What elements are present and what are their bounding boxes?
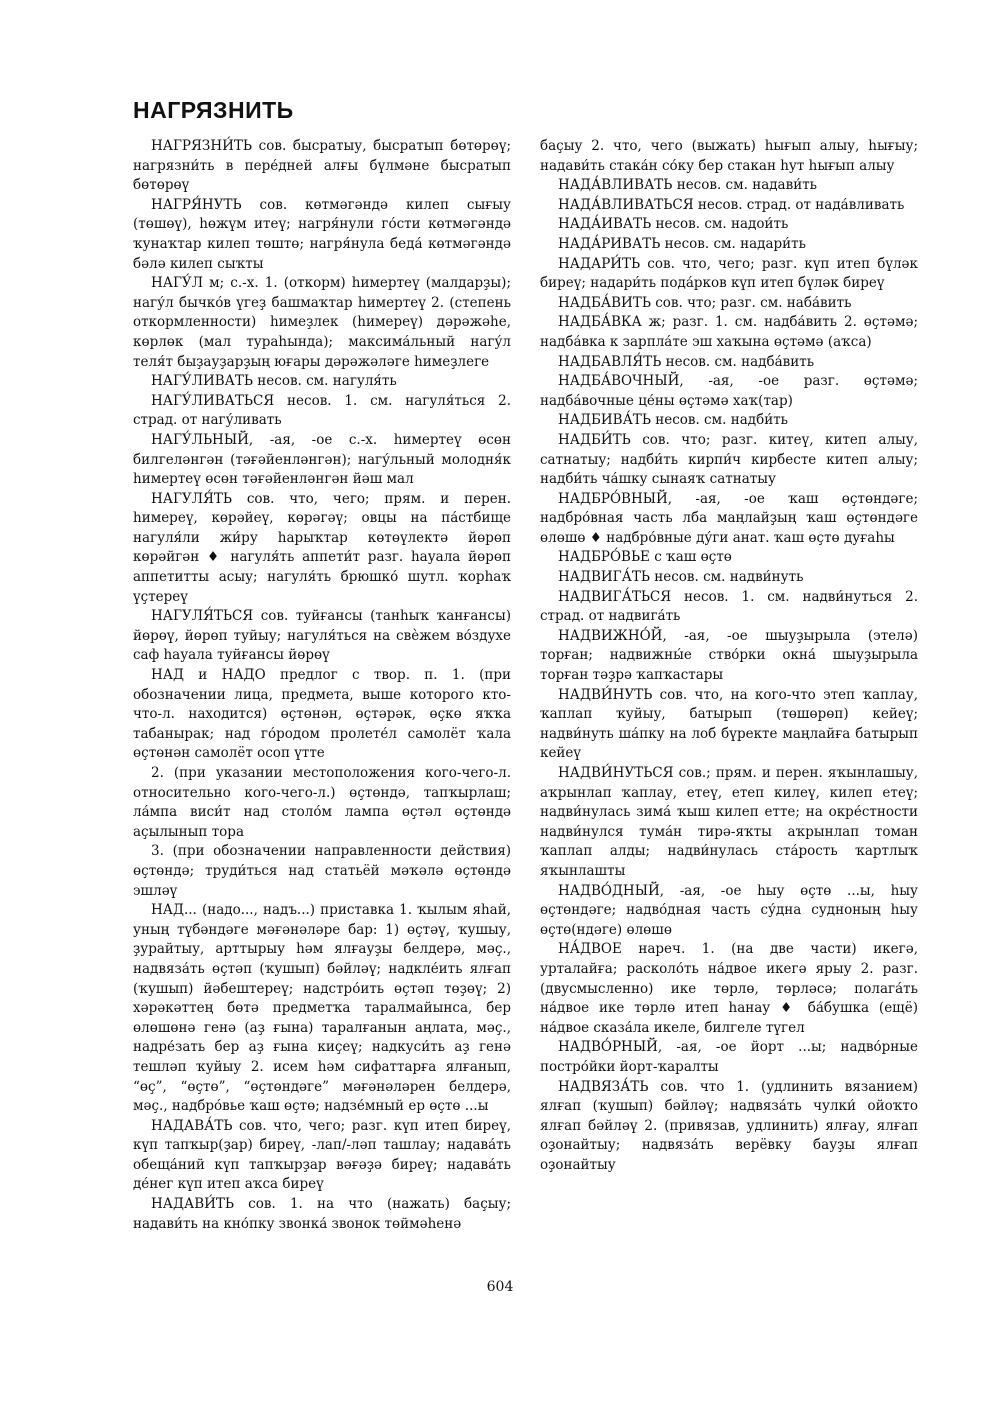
entry-nadavlivat: НАДА́ВЛИВАТЬ несов. см. надави́ть <box>558 177 818 194</box>
entry-nadvizhnoy: НАДВИЖНО́Й, -ая, -ое шыуҙырыла (этелә) торған; надвижны́е ство́рки окна́ шыуҙырыла торған тәҙрә ҡапҡастары <box>540 627 918 684</box>
left-column <box>133 137 511 1234</box>
entry-nagulivatsya: НАГУ́ЛИВАТЬСЯ несов. 1. см. нагуля́ться 2. страд. от нагу́ливать <box>133 392 511 429</box>
entry-nadvigatsya: НАДВИГА́ТЬСЯ несов. 1. см. надви́нуться 2. страд. от надвига́ть <box>540 588 918 625</box>
entry-nadvoe: НА́ДВОЕ нареч. 1. (на две части) икегә, урталайға; расколо́ть на́двое икегә ярыу 2. разг. (двусмысленно) ике төрлө, төрләсә; полага́ть на́двое ике төрлө итеп һанау ♦ ба́бушка (ещё) на́двое сказа́ла икеле, билгеле түгел <box>540 941 918 1036</box>
entry-nad-sense-2: 2. (при указании местоположения кого-чего-л. относительно кого-чего-л.) өҫтөндә, тапҡырлаш; ла́мпа виси́т над столо́м лампа өҫтәл өҫтөндә аҫылынып тора <box>133 765 511 840</box>
entry-nadaivat: НАДА́ИВАТЬ несов. см. надои́ть <box>558 216 789 233</box>
entry-nadarit: НАДАРИ́ТЬ сов. что, чего; разг. күп итеп бүләк биреү; надари́ть пода́рков күп итеп бүләк биреү <box>540 255 918 292</box>
entry-nadvorny: НАДВО́РНЫЙ, -ая, -ое йорт ...ы; надво́рные постро́йки йорт-ҡаралты <box>540 1039 918 1075</box>
entry-nadvodny: НАДВО́ДНЫЙ, -ая, -ое һыу өҫтө ...ы, һыу өҫтөндәге; надво́дная часть су́дна судноның һыу өҫтө(ндәге) өлөшө <box>540 882 918 938</box>
entry-nagryanut: НАГРЯ́НУТЬ сов. көтмәгәндә килеп сығыу (төшөү), һөжүм итеү; нагря́нули го́сти көтмәгәндә ҡунаҡтар килеп төштө; нагря́нула беда́ көтмәгәндә бәлә килеп сыҡты <box>133 196 511 272</box>
page-number: 604 <box>486 1279 514 1295</box>
entry-nad-prefix: НАД... (надо..., надъ...) приставка 1. ҡылым яһай, уның түбәндәге мәғәнәләре бар: 1) өҫтәү, ҡушыу, ҙурайтыу, арттырыу һәм ялғауҙы белдерә, мәҫ., надвяза́ть өҫтәп (ҡушып) бәйләү; надкле́ить ялғап (ҡушып) йәбештереү; надстро́ить өҫтәп төҙөү; 2) хәрәкәттең бөтә предметҡа таралмайынса, бер өлөшөнә генә (аҙ ғына) таралғанын аңлата, мәҫ., надре́зать бер аҙ ғына киҫеү; надкуси́ть аҙ генә тешләп ҡуйыу 2. исем һәм сифаттарға ялғанып, “өҫ”, “өҫтө”, “өҫтөндәге” мәғәнәләрен белдерә, мәҫ., надбро́вье ҡаш өҫтө; надзе́мный ер өҫтө ...ы <box>133 902 511 1115</box>
entry-nadavat: НАДАВА́ТЬ сов. что, чего; разг. күп итеп биреү, күп тапҡыр(ҙар) биреү, -лап/-ләп ташлау; надава́ть обеща́ний күп тапҡырҙар вәғәҙә биреү; надава́ть де́нег күп итеп аҡса биреү <box>133 1117 511 1193</box>
entry-nad: НАД и НАДО предлог с твор. п. 1. (при обозначении лица, предмета, выше которого кто-что-л. находится) өҫтөнән, өҫтәрәк, өҫкө яҡҡа табанырак; над го́родом пролете́л самолёт ҡала өҫтөнән самолёт осоп үтте <box>133 667 511 762</box>
entry-nadbavka: НАДБА́ВКА ж; разг. 1. см. надба́вить 2. өҫтәмә; надба́вка к зарпла́те эш хаҡына өҫтәмә (аҡса) <box>540 314 918 350</box>
entry-nadarivat: НАДА́РИВАТЬ несов. см. надари́ть <box>558 235 806 252</box>
entry-nadvyazat: НАДВЯЗА́ТЬ сов. что 1. (удлинить вязанием) ялғап (ҡушып) бәйләү; надвяза́ть чулки́ ойоҡто ялғап бәйләү 2. (привязав, удлинить) ялғау, ялғап оҙонайтыу; надвяза́ть верёвку бауҙы ялғап оҙонайтыу <box>540 1078 918 1173</box>
entry-nadbrovny: НАДБРО́ВНЫЙ, -ая, -ое ҡаш өҫтөндәге; надбро́вная часть лба маңлайҙың ҡаш өҫтөндәге өлөшө ♦ надбро́вные ду́ги анат. ҡаш өҫтө дуғаһы <box>540 490 918 546</box>
entry-nadbivat: НАДБИВА́ТЬ несов. см. надби́ть <box>558 412 789 429</box>
entry-nadvinutsya: НАДВИ́НУТЬСЯ сов.; прям. и перен. яҡынлашыу, аҡрынлап ҡаплау, етеү, етеп килеү, килеп етеү; надви́нулась зима́ ҡыш килеп етте; на окре́стности надви́нулся тума́н тирә-яҡты аҡрынлап томан ҡаплап алды; надви́нулась ста́рость ҡартлыҡ яҡынлашты <box>540 765 918 879</box>
entry-nadbavochny: НАДБА́ВОЧНЫЙ, -ая, -ое разг. өҫтәмә; надба́вочные це́ны өҫтәмә хаҡ(тар) <box>540 373 918 409</box>
entry-nagryaznit: НАГРЯЗНИ́ТЬ сов. бысратыу, бысратып бөтөрөү; нагрязни́ть в пере́дней алғы бүлмәне бысратып бөтөрөү <box>133 138 511 194</box>
entry-nagulyat: НАГУЛЯ́ТЬ сов. что, чего; прям. и перен. һимереү, көрәйеү, көрәгәү; овцы на па́стбище нагуля́ли жи́ру һарыҡтар көтөүлектә йөрөп көрәйгән ♦ нагуля́ть аппети́т разг. һауала йөрөп аппетитты асыу; нагуля́ть брюшко́ шутл. ҡорһаҡ үҫтереү <box>133 490 511 605</box>
entry-nadvinut: НАДВИ́НУТЬ сов. что, на кого-что этеп ҡаплау, ҡаплап ҡуйыу, батырып (төшөрөп) кейеү; надви́нуть ша́пку на лоб бүректе маңлайға батырып кейеү <box>540 686 918 762</box>
entry-nadbrovye: НАДБРО́ВЬЕ с ҡаш өҫтө <box>558 549 732 566</box>
running-header: НАГРЯЗНИТЬ <box>133 97 294 123</box>
entry-nadbavlyat: НАДБАВЛЯ́ТЬ несов. см. надба́вить <box>558 353 815 370</box>
entry-nadavit: НАДАВИ́ТЬ сов. 1. на что (нажать) баҫыу; надави́ть на кно́пку звонка́ звонок төймәһенә <box>133 1196 511 1232</box>
entry-nadavit-continued: баҫыу 2. что, чего (выжать) һығып алыу, һығыу; надави́ть стака́н со́ку бер стакан һут һығып алыу <box>540 138 918 174</box>
entry-nadvigat: НАДВИГА́ТЬ несов. см. надви́нуть <box>558 569 804 586</box>
entry-nagul: НАГУ́Л м; с.-х. 1. (откорм) һимертеү (малдарҙы); нагу́л бычко́в үгеҙ башмаҡтар һимертеү 2. (степень откормленности) һимеҙлек (һимереү) дәрәжәһе, көрлөк (мал тураһында); максима́льный нагу́л теля́т быҙауҙарҙың юғары дәрәжәләге һимеҙлеге <box>133 275 511 370</box>
entry-nad-sense-3: 3. (при обозначении направленности действия) өҫтөндә; труди́ться над статьёй мәҡәлә өҫтөндә эшләү <box>133 843 511 899</box>
entry-nagulyatsya: НАГУЛЯ́ТЬСЯ сов. туйғансы (танһыҡ ҡанғансы) йөрөү, йөрөп туйыу; нагуля́ться на свѐжем во́здухе саф һауала туйғансы йөрөү <box>133 608 511 664</box>
entry-nadbit: НАДБИ́ТЬ сов. что; разг. китеү, китеп алыу, сатнатыу; надби́ть кирпи́ч кирбесте китеп алыу; надби́ть ча́шку сынаяҡ сатнатыу <box>540 431 918 488</box>
entry-nadbavit: НАДБА́ВИТЬ сов. что; разг. см. наба́вить <box>558 294 852 311</box>
entry-nagulivat: НАГУ́ЛИВАТЬ несов. см. нагуля́ть <box>151 373 397 390</box>
right-column <box>540 137 918 1175</box>
entry-nadavlivatsya: НАДА́ВЛИВАТЬСЯ несов. страд. от нада́вливать <box>558 196 905 213</box>
entry-nagulny: НАГУ́ЛЬНЫЙ, -ая, -ое с.-х. һимертеү өсөн билгеләнгән (тәғәйенләнгән); нагу́льный молодня́к һимертеү өсөн тәғәйенләнгән йәш мал <box>133 431 511 488</box>
